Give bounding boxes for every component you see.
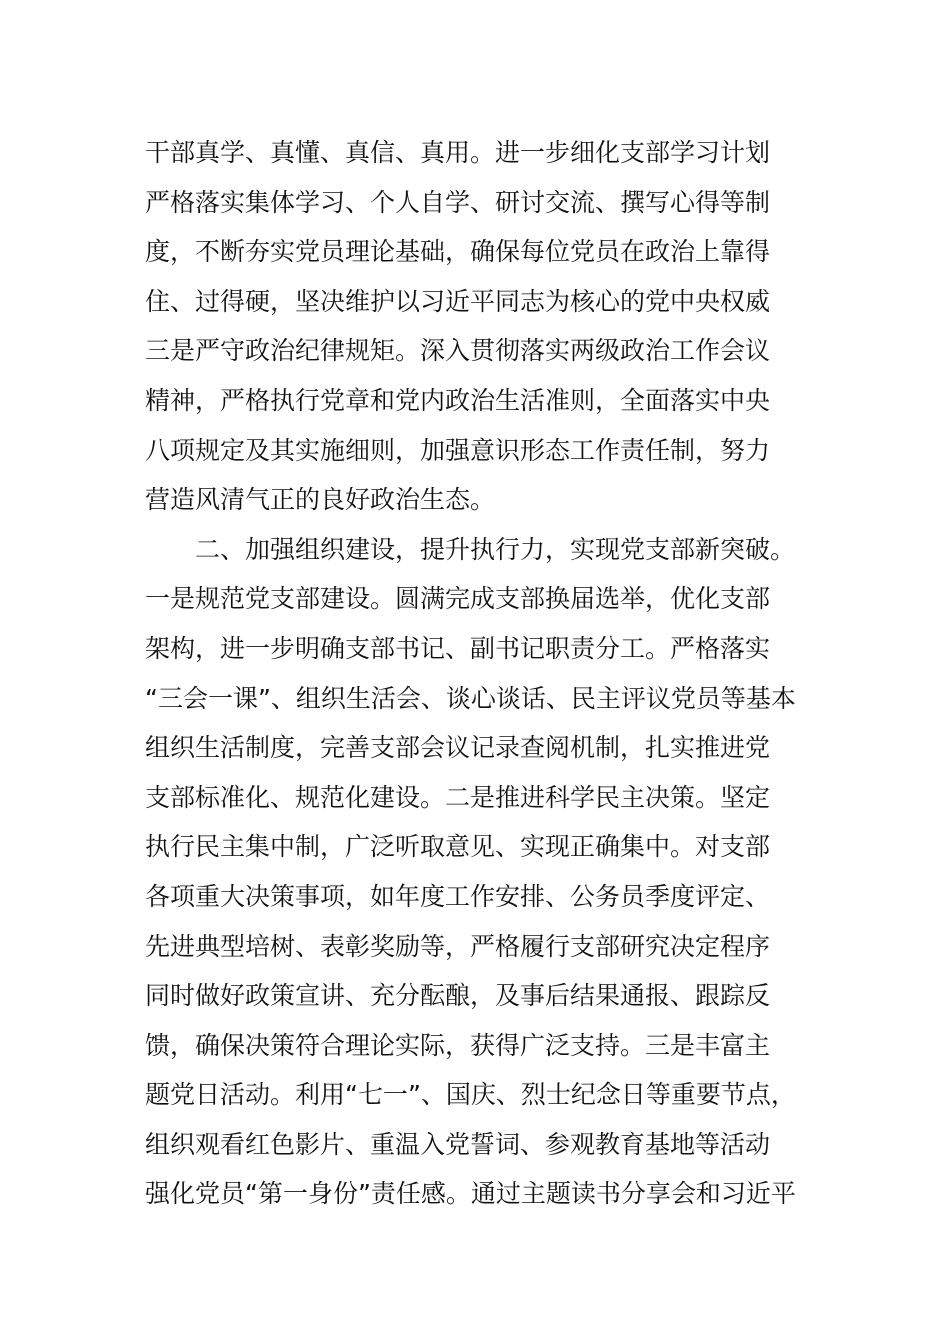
text-line: 组织观看红色影片、重温入党誓词、参观教育基地等活动 <box>145 1129 771 1159</box>
text-line: 一是规范党支部建设。圆满完成支部换届选举，优化支部 <box>145 584 771 614</box>
text-line: 营造风清气正的良好政治生态。 <box>145 485 496 515</box>
text-line: 执行民主集中制，广泛听取意见、实现正确集中。对支部 <box>145 832 771 862</box>
document-body <box>145 128 825 1219</box>
text-line: 同时做好政策宣讲、充分酝酿，及事后结果通报、跟踪反 <box>145 981 771 1011</box>
text-line: 八项规定及其实施细则，加强意识形态工作责任制，努力 <box>145 435 771 465</box>
text-line: 架构，进一步明确支部书记、副书记职责分工。严格落实 <box>145 633 771 663</box>
text-line: 三是严守政治纪律规矩。深入贯彻落实两级政治工作会议 <box>145 336 771 366</box>
section-heading: 二、加强组织建设，提升执行力，实现党支部新突破。 <box>195 534 796 564</box>
text-line: “三会一课”、组织生活会、谈心谈话、民主评议党员等基本 <box>145 683 796 713</box>
text-line: 组织生活制度，完善支部会议记录查阅机制，扎实推进党 <box>145 733 771 763</box>
text-line: 各项重大决策事项，如年度工作安排、公务员季度评定、 <box>145 881 771 911</box>
text-line: 精神，严格执行党章和党内政治生活准则，全面落实中央 <box>145 385 771 415</box>
text-line: 题党日活动。利用“七一”、国庆、烈士纪念日等重要节点， <box>145 1080 796 1110</box>
text-line: 馈，确保决策符合理论实际，获得广泛支持。三是丰富主 <box>145 1030 771 1060</box>
text-line: 度，不断夯实党员理论基础，确保每位党员在政治上靠得 <box>145 237 771 267</box>
text-line: 支部标准化、规范化建设。二是推进科学民主决策。坚定 <box>145 782 771 812</box>
text-line: 干部真学、真懂、真信、真用。进一步细化支部学习计划 <box>145 138 771 167</box>
text-line: 先进典型培树、表彰奖励等，严格履行支部研究决定程序 <box>145 931 771 961</box>
text-line: 强化党员“第一身份”责任感。通过主题读书分享会和习近平 <box>145 1179 796 1209</box>
text-line: 严格落实集体学习、个人自学、研讨交流、撰写心得等制 <box>145 187 771 217</box>
text-line: 住、过得硬，坚决维护以习近平同志为核心的党中央权威 <box>145 286 771 316</box>
